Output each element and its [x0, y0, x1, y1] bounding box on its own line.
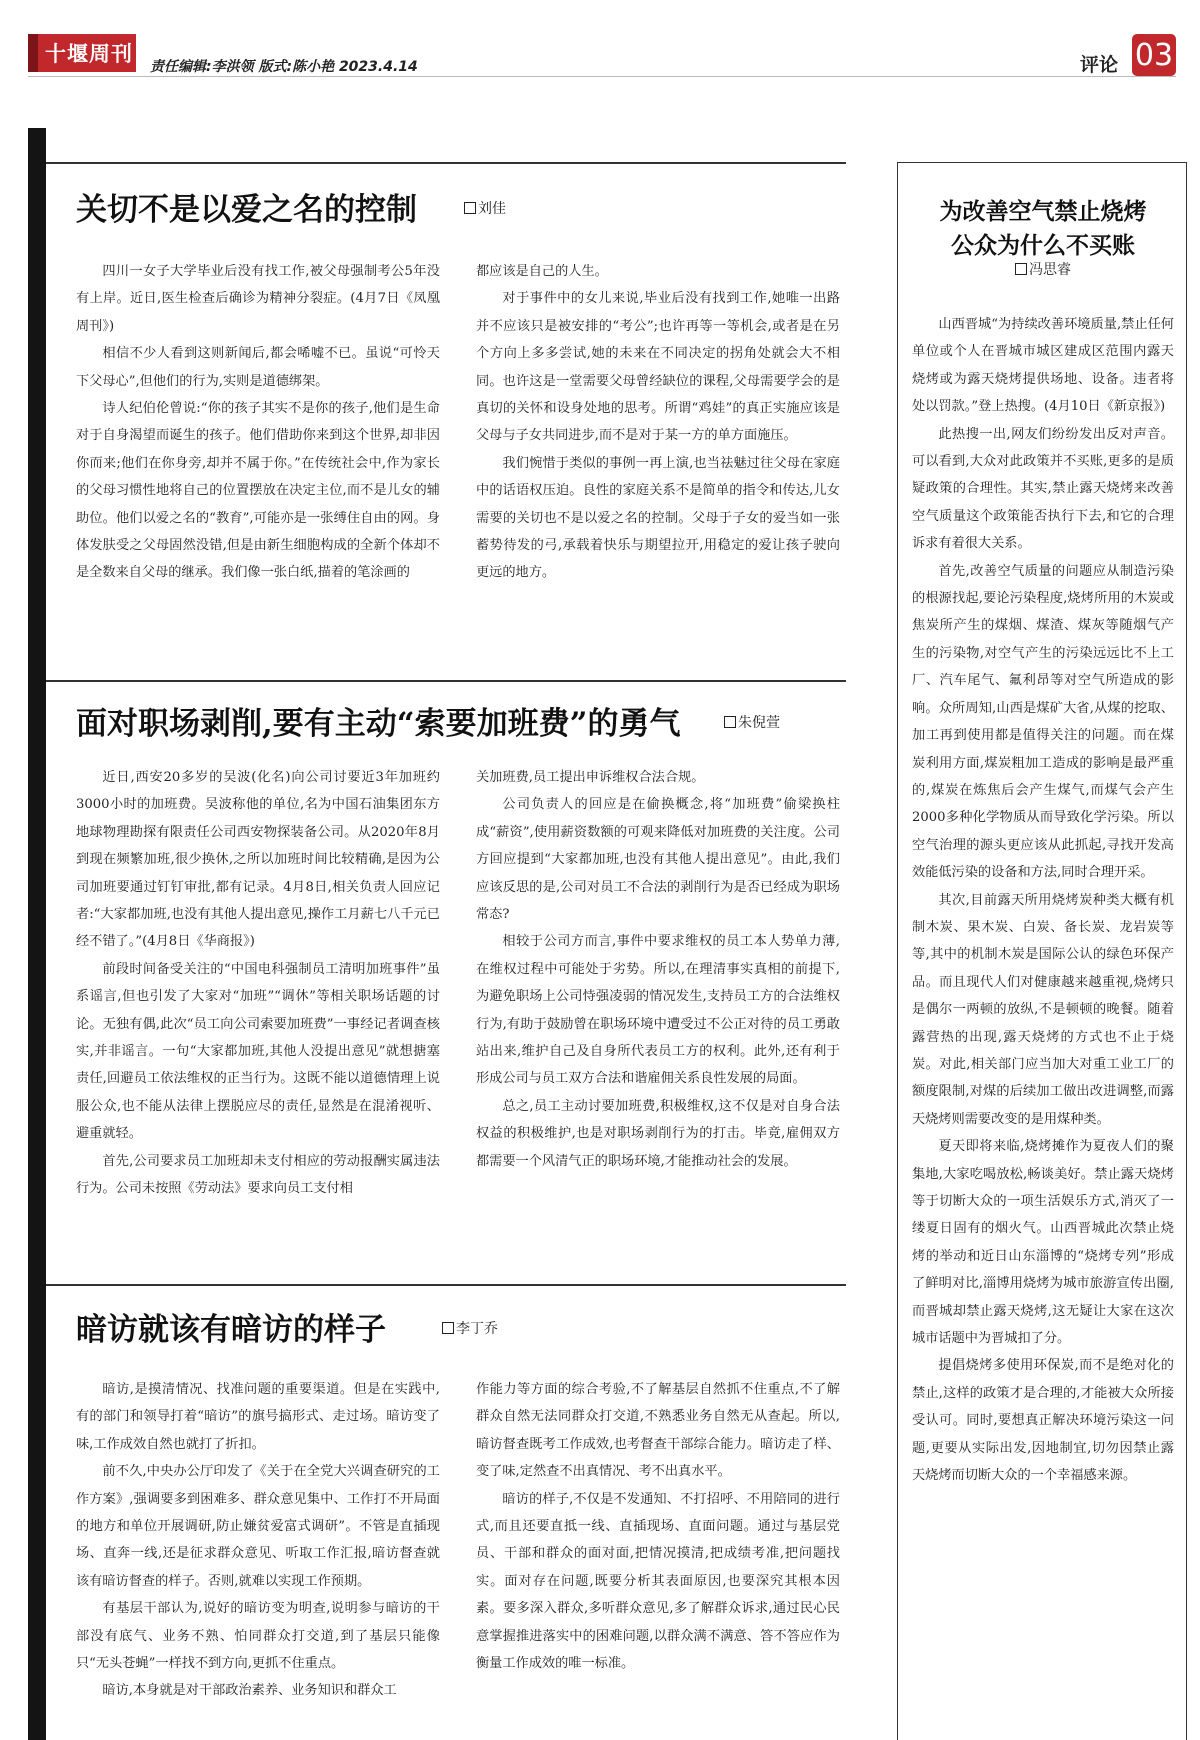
- left-decorative-bar: [28, 128, 46, 1740]
- author-name: 朱倪萱: [738, 715, 780, 731]
- author-name: 冯思睿: [1029, 262, 1071, 278]
- article-3: [46, 1284, 846, 1740]
- paragraph: 四川一女子大学毕业后没有找工作,被父母强制考公5年没有上岸。近日,医生检查后确诊为精神分裂症。(4月7日《凤凰周刊》): [76, 264, 440, 334]
- page-number: 03: [1132, 34, 1176, 76]
- article-byline: [464, 198, 506, 218]
- paragraph: 公司负责人的回应是在偷换概念,将“加班费”偷梁换柱成“薪资”,使用薪资数额的可观来降低对加班费的关注度。公司方回应提到“大家都加班,也没有其他人提出意见”。由此,我们应该反思的是,公司对员工不合法的剥削行为是否已经成为职场常态?: [476, 797, 840, 923]
- paragraph: 作能力等方面的综合考验,不了解基层自然抓不住重点,不了解群众自然无法同群众打交道,不熟悉业务自然无从查起。所以,暗访督查既考工作成效,也考督查干部综合能力。暗访走了样、变了味,定然查不出真情况、考不出真水平。: [476, 1382, 840, 1480]
- article-title: 暗访就该有暗访的样子: [76, 1312, 386, 1348]
- paragraph: 提倡烧烤多使用环保炭,而不是绝对化的禁止,这样的政策才是合理的,才能被大众所接受认可。同时,要想真正解决环境污染这一问题,更要从实际出发,因地制宜,切勿因禁止露天烧烤而切断大众的一个幸福感来源。: [912, 1358, 1174, 1484]
- article-column-1: [76, 1376, 440, 1705]
- paragraph: 山西晋城“为持续改善环境质量,禁止任何单位或个人在晋城市城区建成区范围内露天烧烤或为露天烧烤提供场地、设备。违者将处以罚款。”登上热搜。(4月10日《新京报》): [912, 317, 1174, 415]
- paragraph: 首先,改善空气质量的问题应从制造污染的根源找起,要论污染程度,烧烤所用的木炭或焦炭所产生的煤烟、煤渣、煤灰等随烟气产生的污染物,对空气产生的污染远远比不上工厂、汽车尾气、氟利昂等对空气所造成的影响。众所周知,山西是煤矿大省,从煤的挖取、加工再到使用都是值得关注的问题。而在煤炭利用方面,煤炭粗加工造成的影响是最严重的,煤炭在炼焦后会产生煤气,而煤气会产生2000多种化学物质从而导致化学污染。所以空气治理的源头更应该从此抓起,寻找开发高效能低污染的设备和方法,同时合理开采。: [912, 563, 1174, 881]
- paragraph: 首先,公司要求员工加班却未支付相应的劳动报酬实属违法行为。公司未按照《劳动法》要求向员工支付相: [76, 1153, 440, 1197]
- paragraph: 总之,员工主动讨要加班费,积极维权,这不仅是对自身合法权益的积极维护,也是对职场剥削行为的打击。毕竟,雇佣双方都需要一个风清气正的职场环境,才能推动社会的发展。: [476, 1098, 840, 1169]
- page-header: [0, 0, 1200, 90]
- paragraph: 其次,目前露天所用烧烤炭种类大概有机制木炭、果木炭、白炭、备长炭、龙岩炭等等,其中的机制木炭是国际公认的绿色环保产品。而且现代人们对健康越来越重视,烧烤只是偶尔一两顿的放纵,不是顿顿的晚餐。随着露营热的出现,露天烧烤的方式也不止于烧炭。对此,相关部门应当加大对重工业工厂的额度限制,对煤的后续加工做出改进调整,而露天烧烤则需要改变的是用煤种类。: [912, 892, 1174, 1127]
- paragraph: 此热搜一出,网友们纷纷发出反对声音。可以看到,大众对此政策并不买账,更多的是质疑政策的合理性。其实,禁止露天烧烤来改善空气质量这个政策能否执行下去,和它的合理诉求有着很大关系。: [912, 426, 1174, 552]
- logo-text: 十堰周刊: [45, 41, 133, 66]
- article-byline: [442, 1318, 498, 1338]
- article-top-rule: [46, 162, 846, 164]
- paragraph: 夏天即将来临,烧烤摊作为夏夜人们的聚集地,大家吃喝放松,畅谈美好。禁止露天烧烤等于切断大众的一项生活娱乐方式,消灭了一缕夏日固有的烟火气。山西晋城此次禁止烧烤的举动和近日山东淄博的“烧烤专列”形成了鲜明对比,淄博用烧烤为城市旅游宣传出圈,而晋城却禁止露天烧烤,这无疑让大家在这次城市话题中为晋城扣了分。: [912, 1139, 1174, 1347]
- paragraph: 近日,西安20多岁的吴波(化名)向公司讨要近3年加班约3000小时的加班费。吴波称他的单位,名为中国石油集团东方地球物理勘探有限责任公司西安物探装备公司。从2020年8月到现在频繁加班,很少换休,之所以加班时间比较精确,是因为公司加班要通过钉钉审批,都有记录。4月8日,相关负责人回应记者:“大家都加班,也没有其他人提出意见,操作工月薪七八千元已经不错了。”(4月8日《华商报》): [76, 770, 440, 950]
- author-name: 刘佳: [478, 201, 506, 217]
- masthead-logo: [28, 34, 136, 72]
- paragraph: 相信不少人看到这则新闻后,都会唏嘘不已。虽说“可怜天下父母心”,但他们的行为,实则是道德绑架。: [76, 346, 440, 389]
- article-column-1: [76, 258, 440, 587]
- paragraph: 暗访,本身就是对干部政治素养、业务知识和群众工: [102, 1683, 397, 1699]
- article-title: 关切不是以爱之名的控制: [76, 192, 417, 228]
- article-column-2: [476, 258, 840, 587]
- article-top-rule: [46, 680, 846, 682]
- paragraph: 前段时间备受关注的“中国电科强制员工清明加班事件”虽系谣言,但也引发了大家对“加班”“调休”等相关职场话题的讨论。无独有偶,此次“员工向公司索要加班费”一事经记者调查核实,并非谣言。一句“大家都加班,其他人没提出意见”就想搪塞责任,回避员工依法维权的正当行为。这既不能以道德情理上说服公众,也不能从法律上摆脱应尽的责任,显然是在混淆视听、避重就轻。: [76, 961, 440, 1142]
- sidebar-article: [897, 162, 1187, 1740]
- paragraph: 都应该是自己的人生。: [476, 264, 608, 279]
- paragraph: 我们惋惜于类似的事例一再上演,也当祛魅过往父母在家庭中的话语权压迫。良性的家庭关系不是简单的指令和传达,儿女需要的关切也不是以爱之名的控制。父母于子女的爱当如一张蓄势待发的弓,承载着快乐与期望拉开,用稳定的爱让孩子驶向更远的地方。: [476, 455, 840, 581]
- paragraph: 暗访,是摸清情况、找准问题的重要渠道。但是在实践中,有的部门和领导打着“暗访”的旗号搞形式、走过场。暗访变了味,工作成效自然也就打了折扣。: [76, 1382, 440, 1452]
- author-name: 李丁乔: [456, 1321, 498, 1337]
- paragraph: 诗人纪伯伦曾说:“你的孩子其实不是你的孩子,他们是生命对于自身渴望而诞生的孩子。他们借助你来到这个世界,却非因你而来;他们在你身旁,却并不属于你。”在传统社会中,作为家长的父母习惯性地将自己的位置摆放在决定主位,而不是儿女的辅助位。他们以爱之名的“教育”,可能亦是一张缚住自由的网。身体发肤受之父母固然没错,但是由新生细胞构成的全新个体却不是全数来自父母的继承。我们像一张白纸,描着的笔涂画的: [76, 401, 440, 581]
- paragraph: 关加班费,员工提出申诉维权合法合规。: [476, 770, 705, 785]
- author-box-icon: [442, 1322, 454, 1334]
- article-2: [46, 680, 846, 1220]
- header-divider: [28, 76, 1176, 77]
- article-column-2: [476, 1376, 840, 1677]
- article-column-1: [76, 764, 440, 1203]
- author-box-icon: [1015, 263, 1027, 275]
- sidebar-byline: [898, 259, 1188, 279]
- paragraph: 有基层干部认为,说好的暗访变为明查,说明参与暗访的干部没有底气、业务不熟、怕同群众打交道,到了基层只能像只“无头苍蝇”一样找不到方向,更抓不住重点。: [76, 1601, 440, 1672]
- article-1: [46, 162, 846, 602]
- paragraph: 暗访的样子,不仅是不发通知、不打招呼、不用陪同的进行式,而且还要直抵一线、直插现场、直面问题。通过与基层党员、干部和群众的面对面,把情况摸清,把成绩考准,把问题找实。面对存在问题,既要分析其表面原因,也要深究其根本因素。要多深入群众,多听群众意见,多了解群众诉求,通过民心民意掌握推进落实中的困难问题,以群众满不满意、答不答应作为衡量工作成效的唯一标准。: [476, 1491, 840, 1672]
- article-top-rule: [46, 1284, 846, 1286]
- paragraph: 前不久,中央办公厅印发了《关于在全党大兴调查研究的工作方案》,强调要多到困难多、群众意见集中、工作打不开局面的地方和单位开展调研,防止嫌贫爱富式调研”。不管是直插现场、直奔一线,还是征求群众意见、听取工作汇报,暗访督查就该有暗访督查的样子。否则,就难以实现工作预期。: [76, 1464, 440, 1589]
- section-label: 评论: [1080, 54, 1119, 76]
- paragraph: 对于事件中的女儿来说,毕业后没有找到工作,她唯一出路并不应该只是被安排的“考公”;也许再等一等机会,或者是在另个方向上多多尝试,她的未来在不同决定的拐角处就会大不相同。也许这是一堂需要父母曾经缺位的课程,父母需要学会的是真切的关怀和设身处地的思考。所谓“鸡娃”的真正实施应该是父母与子女共同进步,而不是对于某一方的单方面施压。: [476, 291, 840, 444]
- sidebar-column: [912, 311, 1174, 1489]
- logo-accent-bar: [28, 34, 38, 72]
- editor-credits: 责任编辑:李洪领 版式:陈小艳 2023.4.14: [150, 59, 418, 75]
- article-byline: [724, 712, 780, 732]
- paragraph: 相较于公司方而言,事件中要求维权的员工本人势单力薄,在维权过程中可能处于劣势。所以,在理清事实真相的前提下,为避免职场上公司恃强凌弱的情况发生,支持员工方的合法维权行为,有助于鼓励曾在职场环境中遭受过不公正对待的员工勇敢站出来,维护自己及自身所代表员工方的权利。此外,还有利于形成公司与员工双方合法和谐雇佣关系良性发展的局面。: [476, 934, 840, 1087]
- article-title: 面对职场剥削,要有主动“索要加班费”的勇气: [76, 706, 681, 742]
- author-box-icon: [464, 202, 476, 214]
- sidebar-title-line-1: 为改善空气禁止烧烤: [939, 198, 1147, 225]
- sidebar-title-line-2: 公众为什么不买账: [951, 232, 1135, 259]
- article-column-2: [476, 764, 840, 1175]
- author-box-icon: [724, 716, 736, 728]
